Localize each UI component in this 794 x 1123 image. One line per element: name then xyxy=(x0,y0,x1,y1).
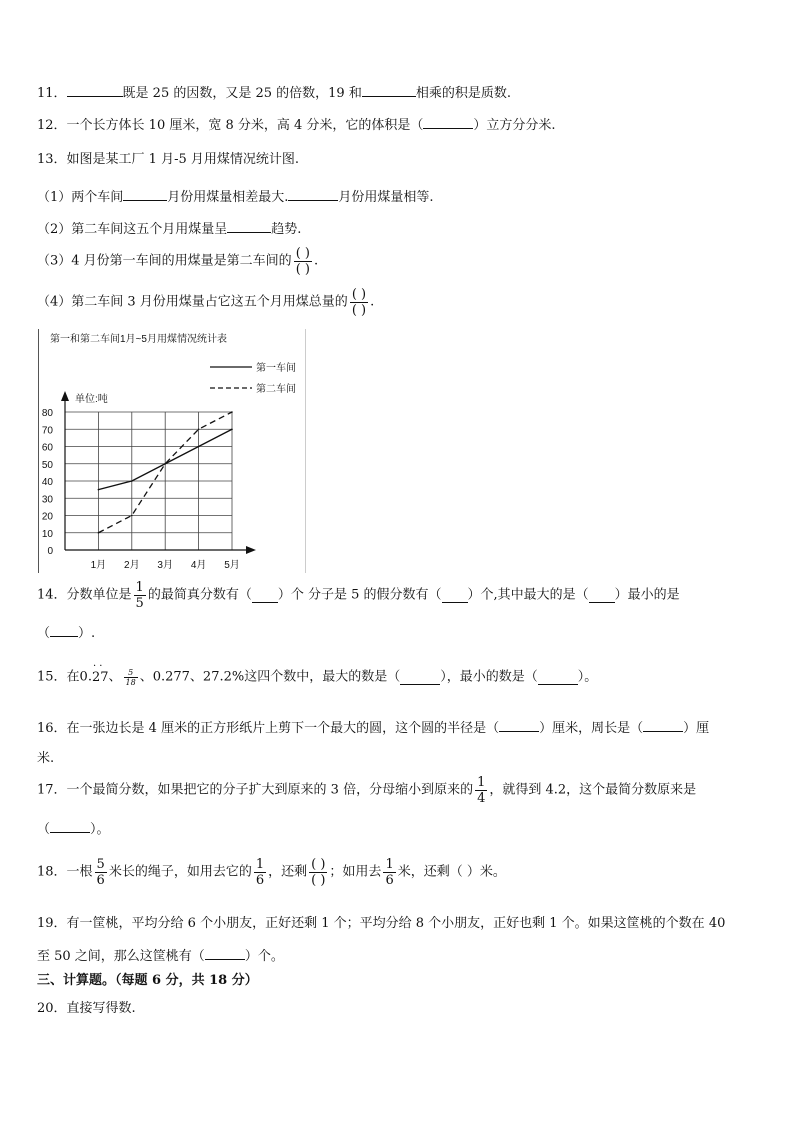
q12-text-end: ）立方分分米. xyxy=(473,118,556,133)
question-13-2 xyxy=(37,219,301,239)
q14-text-4: ）个,其中最大的是（ xyxy=(467,587,589,603)
q15-fraction xyxy=(124,668,138,687)
q11-text-2: 相乘的积是质数. xyxy=(415,86,511,101)
q15-text-2: 、 xyxy=(108,669,122,685)
q19-blank[interactable] xyxy=(205,946,245,960)
q14-blank-1[interactable] xyxy=(252,589,278,603)
q14-text-7: ）. xyxy=(78,626,96,641)
question-20 xyxy=(37,1000,136,1018)
q13-3-fraction[interactable] xyxy=(294,246,312,277)
q14-frac-numerator: 1 xyxy=(135,580,144,595)
q11-text-1: 既是 25 的因数，又是 25 的倍数，19 和 xyxy=(122,86,362,101)
q13-4-numerator: ( ) xyxy=(351,287,367,302)
q13-3-end: . xyxy=(313,253,319,269)
y-tick-label: 30 xyxy=(41,494,53,506)
q18-f3-numerator: 1 xyxy=(385,857,394,872)
q11-blank-2[interactable] xyxy=(362,83,416,97)
q18-f2-denominator: 6 xyxy=(255,873,265,888)
q15-frac-denominator: 18 xyxy=(125,678,136,687)
q14-text-5: ）最小的是 xyxy=(614,587,680,603)
q15-text-3: 、0.277、27.2%这四个数中，最大的数是（ xyxy=(139,669,401,685)
series-2-point xyxy=(98,532,100,534)
q14-fraction xyxy=(134,580,146,611)
q13-text: 13．如图是某工厂 1 月-5 月用煤情况统计图. xyxy=(37,152,300,167)
q18-text-1: 18．一根 xyxy=(37,864,93,880)
q15-blank-1[interactable] xyxy=(400,671,440,685)
q17-frac-numerator: 1 xyxy=(477,775,486,790)
q17-fraction xyxy=(475,775,487,806)
q14-text-6: （ xyxy=(37,626,51,641)
series-1-point xyxy=(131,480,133,482)
section-3-heading xyxy=(37,972,258,990)
question-12 xyxy=(37,115,556,135)
q13-3-numerator: ( ) xyxy=(295,246,310,261)
q13-3-denominator: ( ) xyxy=(295,262,310,277)
q14-blank-2[interactable] xyxy=(442,589,468,603)
q14-text-2: 的最简真分数有（ xyxy=(147,587,252,603)
q14-text-1: 14．分数单位是 xyxy=(37,587,132,603)
q19-text-2: 至 50 之间，那么这筐桃有（ xyxy=(37,949,205,964)
q17-text-1: 17．一个最简分数，如果把它的分子扩大到原来的 3 倍，分母缩小到原来的 xyxy=(37,782,474,798)
q18-text-2: 米长的绳子，如用去它的 xyxy=(108,864,252,880)
q13-4-end: . xyxy=(370,294,375,310)
q13-4-fraction[interactable] xyxy=(350,287,368,318)
series-2-point xyxy=(198,428,200,430)
question-17 xyxy=(37,775,696,806)
q16-text-1: 16．在一张边长是 4 厘米的正方形纸片上剪下一个最大的圆，这个圆的半径是（ xyxy=(37,721,500,736)
q16-text-2: ）厘米，周长是（ xyxy=(539,721,644,736)
x-tick-label: 5月 xyxy=(224,560,240,571)
q13-4-text: （4）第二车间 3 月份用煤量占它这五个月用煤总量的 xyxy=(37,294,348,310)
q19-text-1: 19．有一筐桃，平均分给 6 个小朋友，正好还剩 1 个；平均分给 8 个小朋友，正好也剩 1 个。如果这筐桃的个数在 40 xyxy=(37,916,726,931)
question-16 xyxy=(37,718,709,738)
q11-number: 11． xyxy=(37,86,67,101)
q18-fraction-1 xyxy=(95,857,107,888)
q12-text: 12．一个长方体长 10 厘米，宽 8 分米，高 4 分米，它的体积是（ xyxy=(37,118,424,133)
y-tick-label: 80 xyxy=(41,408,53,419)
x-tick-label: 4月 xyxy=(190,560,207,571)
q18-text-4: ；如用去 xyxy=(329,864,382,880)
q20-text: 20．直接写得数. xyxy=(37,1001,136,1016)
question-15 xyxy=(37,660,598,687)
q17-text-3: （ xyxy=(37,822,51,837)
x-tick-label: 3月 xyxy=(157,560,173,571)
question-18 xyxy=(37,857,506,888)
q17-text-4: ）。 xyxy=(90,822,110,837)
q11-blank-1[interactable] xyxy=(67,83,123,97)
q17-blank[interactable] xyxy=(50,819,90,833)
q12-blank[interactable] xyxy=(423,115,473,129)
series-1-point xyxy=(98,489,100,491)
question-17-cont xyxy=(37,819,110,839)
y-axis-unit: 单位:吨 xyxy=(75,394,108,405)
q14-frac-denominator: 5 xyxy=(135,596,144,611)
q18-text-5: 米，还剩（ ）米。 xyxy=(397,864,506,880)
question-19 xyxy=(37,915,725,933)
q13-4-denominator: ( ) xyxy=(351,303,367,318)
x-tick-label: 1月 xyxy=(90,560,107,571)
question-14 xyxy=(37,580,680,611)
question-13-4 xyxy=(37,287,374,318)
y-tick-label: 70 xyxy=(41,425,53,437)
q13-1-text-2: 月份用煤量相差最大. xyxy=(167,190,289,205)
q14-blank-4[interactable] xyxy=(50,623,78,637)
y-tick-label: 20 xyxy=(41,511,53,523)
q15-text-5: ）。 xyxy=(577,669,598,685)
question-13 xyxy=(37,151,299,169)
y-tick-label: 50 xyxy=(41,459,53,471)
question-13-1 xyxy=(37,187,434,207)
q18-f2-numerator: 1 xyxy=(255,857,265,872)
y-tick-label: 60 xyxy=(41,442,53,454)
series-2-point xyxy=(231,411,233,413)
q18-answer-fraction[interactable] xyxy=(309,857,327,888)
section-3-title: 三、计算题。（每题 6 分，共 18 分） xyxy=(37,973,258,988)
q13-2-text-1: （2）第二车间这五个月用煤量呈 xyxy=(37,222,228,237)
q19-text-3: ）个。 xyxy=(244,949,284,964)
q18-fraction-2 xyxy=(254,857,266,888)
y-tick-label: 0 xyxy=(47,546,53,557)
question-11 xyxy=(37,83,511,103)
q13-1-blank-2[interactable] xyxy=(288,187,338,201)
q18-f1-numerator: 5 xyxy=(96,857,105,872)
x-axis-arrow xyxy=(246,546,256,554)
q14-text-3: ）个 分子是 5 的假分数有（ xyxy=(277,587,442,603)
legend-label-1: 第一车间 xyxy=(256,363,296,374)
q18-f3-denominator: 6 xyxy=(385,873,394,888)
q15-text-1: 15．在0. xyxy=(37,669,92,685)
q15-repeating-decimal: · · 27 xyxy=(91,660,109,685)
q15-frac-numerator: 5 xyxy=(128,668,134,677)
q18-f1-denominator: 6 xyxy=(96,873,105,888)
y-tick-label: 40 xyxy=(41,477,53,488)
q13-1-text-3: 月份用煤量相等. xyxy=(338,190,434,205)
q18-answer-numerator: ( ) xyxy=(311,857,326,872)
x-tick-label: 2月 xyxy=(124,560,140,571)
y-tick-label: 10 xyxy=(41,528,53,540)
q13-3-text: （3）4 月份第一车间的用煤量是第二车间的 xyxy=(37,253,292,269)
q14-blank-3[interactable] xyxy=(589,589,615,603)
chart-title: 第一和第二车间1月~5月用煤情况统计表 xyxy=(50,334,227,345)
y-axis-arrow xyxy=(61,391,69,401)
q17-frac-denominator: 4 xyxy=(477,791,486,806)
q16-text-3: ）厘 xyxy=(683,721,710,736)
q13-1-blank-1[interactable] xyxy=(123,187,167,201)
q18-fraction-3 xyxy=(383,857,395,888)
series-2-point xyxy=(164,463,166,465)
question-13-3 xyxy=(37,246,318,277)
coal-usage-line-chart xyxy=(38,329,306,573)
q13-2-blank[interactable] xyxy=(227,219,271,233)
q13-2-text-2: 趋势. xyxy=(271,222,302,237)
q16-text-4: 米. xyxy=(37,751,55,766)
series-1-point xyxy=(231,428,233,430)
q16-blank-2[interactable] xyxy=(643,718,683,732)
series-1-point xyxy=(198,446,200,448)
q13-1-text-1: （1）两个车间 xyxy=(37,190,124,205)
question-14-cont xyxy=(37,623,95,643)
q17-text-2: ，就得到 4.2，这个最简分数原来是 xyxy=(489,782,697,798)
q18-answer-denominator: ( ) xyxy=(311,873,326,888)
legend-label-2: 第二车间 xyxy=(256,384,296,395)
question-19-cont xyxy=(37,946,284,966)
q15-blank-2[interactable] xyxy=(538,671,578,685)
q15-text-4: ），最小的数是（ xyxy=(440,669,538,685)
q16-blank-1[interactable] xyxy=(499,718,539,732)
series-2-point xyxy=(131,515,133,517)
q15-repeating-digits: 27 xyxy=(91,669,109,685)
q18-text-3: ，还剩 xyxy=(268,864,308,880)
question-16-cont xyxy=(37,750,54,768)
